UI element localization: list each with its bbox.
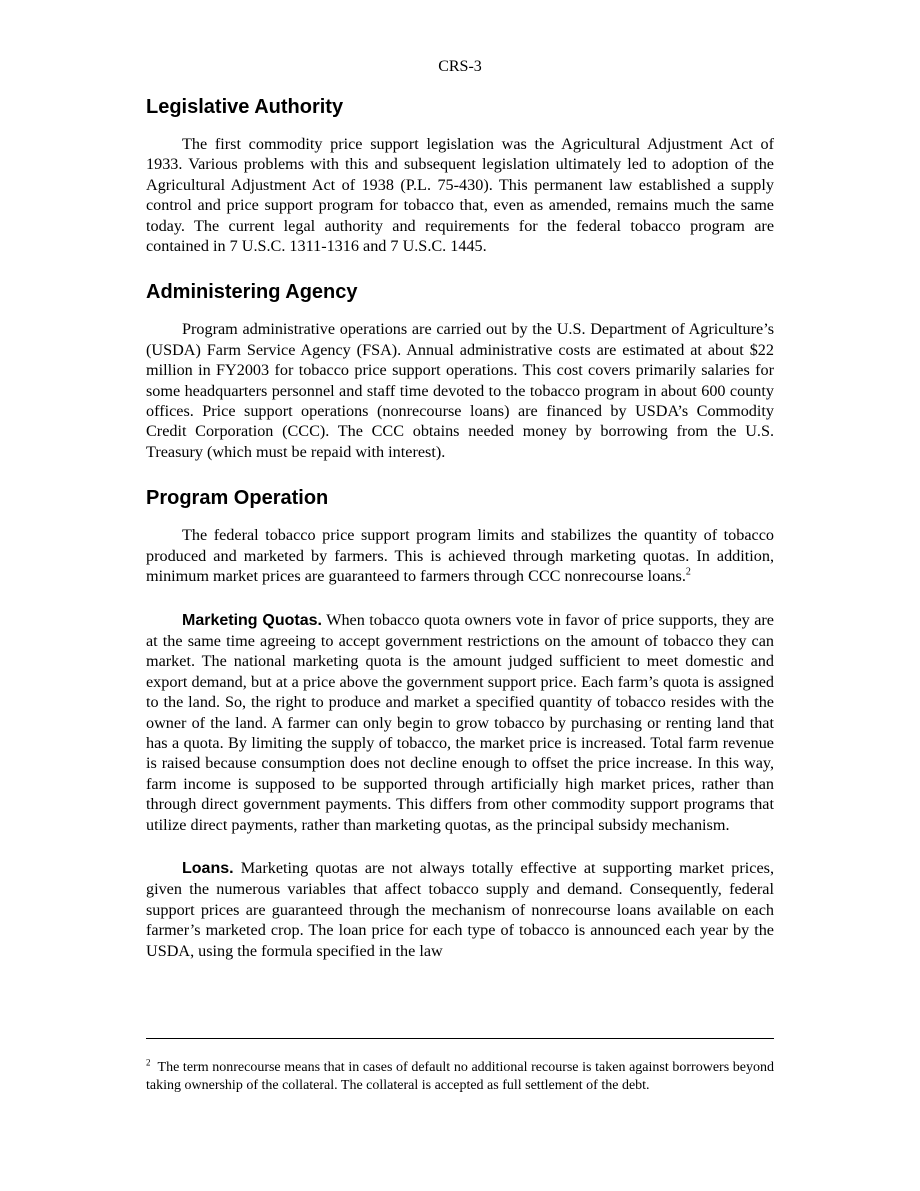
paragraph-program-operation-intro — [146, 525, 774, 586]
body-text — [146, 94, 774, 961]
marketing-quotas-text: When tobacco quota owners vote in favor of price supports, they are at the same time agreeing to accept government restrictions on the amount of tobacco they can market. The national marketing quota is the amount judged sufficient to meet domestic and export demand, but at a price above the government support price. Each farm’s quota is assigned to the land. So, the right to produce and market a specified quantity of tobacco resides with the owner of the land. A farmer can only begin to grow tobacco by purchasing or renting land that has a quota. By limiting the supply of tobacco, the market price is increased. Total farm revenue is raised because consumption does not decline enough to offset the price increase. In this way, farm income is supposed to be supported through artificially high market prices, rather than through direct government payments. This differs from other commodity support programs that utilize direct payments, rather than marketing quotas, as the principal subsidy mechanism. — [146, 610, 774, 834]
section-heading-program-operation: Program Operation — [146, 487, 329, 510]
footnote-ref[interactable]: 2 — [685, 566, 691, 578]
runin-heading-marketing-quotas: Marketing Quotas. — [182, 611, 322, 629]
section-heading-administering-agency: Administering Agency — [146, 281, 358, 304]
footnote — [146, 1059, 774, 1095]
footnote-text: The term nonrecourse means that in cases of default no additional recourse is taken against borrowers beyond taking ownership of the collateral. The collateral is accepted as full settlement of the debt. — [146, 1060, 774, 1093]
paragraph-marketing-quotas — [146, 610, 774, 835]
footnote-number: 2 — [146, 1057, 151, 1068]
paragraph-legislative-authority: The first commodity price support legislation was the Agricultural Adjustment Act of 1933. Various problems with this and subsequent legislation ultimately led to adoption of the Agricultural Adjustment Act of 1938 (P.L. 75-430). This permanent law established a supply control and price support program for tobacco that, even as amended, remains much the same today. The current legal authority and requirements for the federal tobacco program are contained in 7 U.S.C. 1311-1316 and 7 U.S.C. 1445. — [146, 135, 774, 256]
runin-heading-loans: Loans. — [182, 859, 234, 877]
section-heading-legislative-authority: Legislative Authority — [146, 96, 344, 118]
intro-text: The federal tobacco price support program limits and stabilizes the quantity of tobacco produced and marketed by farmers. This is achieved through marketing quotas. In addition, minimum market prices are guaranteed to farmers through CCC nonrecourse loans. — [146, 526, 774, 586]
running-head: CRS-3 — [438, 58, 482, 75]
paragraph-loans — [146, 858, 774, 961]
loans-text: Marketing quotas are not always totally effective at supporting market prices, given the numerous variables that affect tobacco supply and demand. Consequently, federal support prices are guaranteed through the mechanism of nonrecourse loans available on each farmer’s marketed crop. The loan price for each type of tobacco is announced each year by the USDA, using the formula specified in the law — [146, 858, 775, 960]
footnote-separator — [146, 1038, 774, 1039]
paragraph-administering-agency: Program administrative operations are carried out by the U.S. Department of Agriculture’s (USDA) Farm Service Agency (FSA). Annual administrative costs are estimated at about $22 million in FY2003 for tobacco price support operations. This cost covers primarily salaries for some headquarters personnel and staff time devoted to the tobacco program in about 600 county offices. Price support operations (nonrecourse loans) are financed by USDA’s Commodity Credit Corporation (CCC). The CCC obtains needed money by borrowing from the U.S. Treasury (which must be repaid with interest). — [146, 320, 774, 461]
